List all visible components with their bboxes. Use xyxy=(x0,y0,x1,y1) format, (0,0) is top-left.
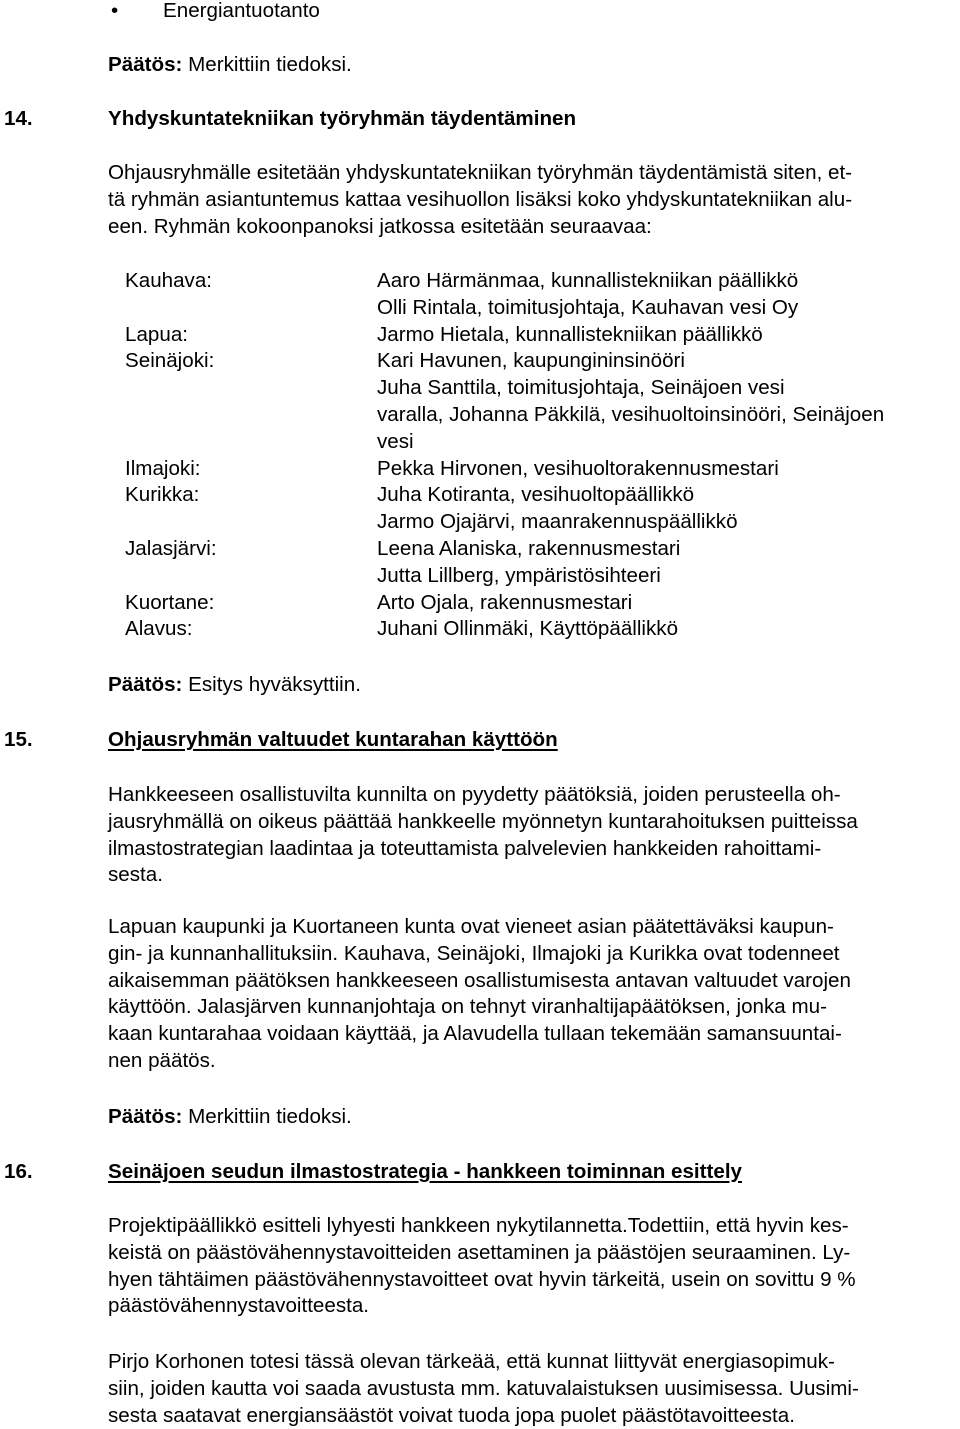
working-group-table xyxy=(0,268,960,644)
table-row xyxy=(0,563,960,590)
municipality-label: Lapua: xyxy=(125,322,188,346)
decision-label: Päätös: xyxy=(108,673,183,696)
member-name: Leena Alaniska, rakennusmestari xyxy=(377,537,681,560)
member-name: Arto Ojala, rakennusmestari xyxy=(377,590,633,614)
table-row xyxy=(0,348,960,375)
decision-14 xyxy=(108,672,361,699)
member-name: Juha Kotiranta, vesihuoltopäällikkö xyxy=(377,483,695,507)
table-row xyxy=(0,482,960,509)
bullet-text: Energiantuotanto xyxy=(163,0,320,22)
municipality-label: Kurikka: xyxy=(125,483,200,507)
decision-label: Päätös: xyxy=(108,53,183,76)
member-name: Jarmo Hietala, kunnallistekniikan päällikkö xyxy=(377,322,763,346)
item-16-paragraph-2: Pirjo Korhonen totesi tässä olevan tärkeää, että kunnat liittyvät energiasopimuk- siin, joiden kautta voi saada avustusta mm. katuvalaistuksen uusimisessa. Uusimi- sesta saatavat energiansäästöt voivat tuoda jopa puolet päästötavoitteesta. xyxy=(108,1350,859,1427)
item-15-title: Ohjausryhmän valtuudet kuntarahan käyttöön xyxy=(108,728,558,751)
item-16-title: Seinäjoen seudun ilmastostrategia - hankkeen toiminnan esittely xyxy=(108,1160,742,1183)
member-name: Aaro Härmänmaa, kunnallistekniikan päällikkö xyxy=(377,269,799,292)
member-name: Juha Santtila, toimitusjohtaja, Seinäjoen vesi xyxy=(377,376,785,400)
bullet-item xyxy=(0,0,960,25)
decision-15 xyxy=(108,1104,352,1131)
municipality-label: Kuortane: xyxy=(125,590,215,614)
table-row xyxy=(0,322,960,349)
table-row xyxy=(0,456,960,483)
table-row xyxy=(0,268,960,295)
member-name: Kari Havunen, kaupungininsinööri xyxy=(377,349,685,373)
table-row xyxy=(0,509,960,536)
member-name: Juhani Ollinmäki, Käyttöpäällikkö xyxy=(377,617,679,641)
item-14-title: Yhdyskuntatekniikan työryhmän täydentäminen xyxy=(108,107,577,130)
item-14-paragraph: Ohjausryhmälle esitetään yhdyskuntatekniikan työryhmän täydentämistä siten, et- tä ryhmän asiantuntemus kattaa vesihuollon lisäksi koko yhdyskuntatekniikan alu- een. Ryhmän kokoonpanoksi jatkossa esitetään seuraavaa: xyxy=(108,161,853,238)
municipality-label: Ilmajoki: xyxy=(125,456,201,480)
municipality-label: Kauhava: xyxy=(125,269,213,292)
bullet-icon: • xyxy=(111,0,119,22)
decision-text: Esitys hyväksyttiin. xyxy=(182,673,361,696)
member-name: varalla, Johanna Päkkilä, vesihuoltoinsinööri, Seinäjoen xyxy=(377,403,885,426)
table-row xyxy=(0,295,960,322)
item-15-paragraph-1: Hankkeeseen osallistuvilta kunnilta on pyydetty päätöksiä, joiden perusteella oh- jausryhmällä on oikeus päättää hankkeelle myönnetyn kuntarahoituksen puitteissa ilmastostrategian laadintaa ja toteuttamista palvelevien hankkeiden rahoittami- sesta. xyxy=(108,783,858,887)
municipality-label: Jalasjärvi: xyxy=(125,537,217,560)
table-row xyxy=(0,429,960,456)
member-name: Jarmo Ojajärvi, maanrakennuspäällikkö xyxy=(377,510,738,534)
member-name: Pekka Hirvonen, vesihuoltorakennusmestari xyxy=(377,456,779,480)
municipality-label: Seinäjoki: xyxy=(125,349,215,373)
item-16-number: 16. xyxy=(4,1160,33,1183)
table-row xyxy=(0,375,960,402)
item-15-paragraph-2: Lapuan kaupunki ja Kuortaneen kunta ovat vieneet asian päätettäväksi kaupun- gin- ja kunnanhallituksiin. Kauhava, Seinäjoki, Ilmajoki ja Kurikka ovat todenneet aikaisemman päätöksen hankkeeseen osallistumisesta antavan valtuudet varojen käyttöön. Jalasjärven kunnanjohtaja on tehnyt viranhaltijapäätöksen, jonka mu- kaan kuntarahaa voidaan käyttää, ja Alavudella tullaan tekemään samansuuntai- nen päätös. xyxy=(108,915,851,1072)
table-row xyxy=(0,536,960,563)
table-row xyxy=(0,590,960,617)
decision-label: Päätös: xyxy=(108,1105,183,1128)
item-15-number: 15. xyxy=(4,728,33,751)
item-14-number: 14. xyxy=(4,107,33,130)
decision-text: Merkittiin tiedoksi. xyxy=(182,1105,352,1128)
item-16-paragraph-1: Projektipäällikkö esitteli lyhyesti hankkeen nykytilannetta.Todettiin, että hyvin kes- keistä on päästövähennystavoitteiden asettaminen ja päästöjen seuraaminen. Ly- hyen tähtäimen päästövähennystavoitteet ovat hyvin tärkeitä, usein on sovittu 9 % päästövähennystavoitteesta. xyxy=(108,1214,856,1318)
member-name: Olli Rintala, toimitusjohtaja, Kauhavan vesi Oy xyxy=(377,295,799,319)
decision-13 xyxy=(108,52,352,79)
table-row xyxy=(0,616,960,643)
table-row xyxy=(0,402,960,429)
member-name: Jutta Lillberg, ympäristösihteeri xyxy=(377,563,661,587)
decision-text: Merkittiin tiedoksi. xyxy=(182,53,352,76)
municipality-label: Alavus: xyxy=(125,617,193,641)
member-name: vesi xyxy=(377,429,414,453)
